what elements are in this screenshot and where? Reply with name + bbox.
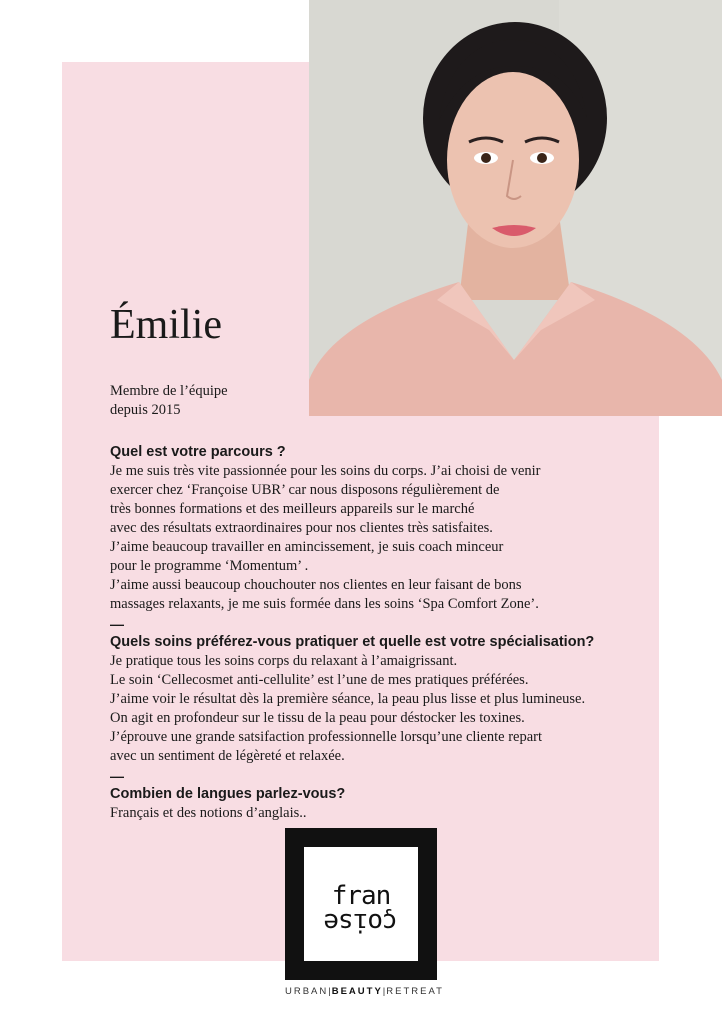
qa-section-specialisation [110,633,650,766]
answer-line: J’éprouve une grande satsifaction professionnelle lorsqu’une cliente repart [110,729,543,745]
section-separator: — [110,768,124,784]
tagline-beauty: BEAUTY [331,986,383,997]
answer-line: pour le programme ‘Momentum’ . [110,558,309,574]
answer-line: Français et des notions d’anglais.. [110,805,307,821]
answer-line: exercer chez ‘Françoise UBR’ car nous disposons régulièrement de [110,482,500,498]
brand-logo-inner [304,847,418,961]
qa-section-languages [110,785,650,823]
answer-line: Le soin ‘Cellecosmet anti-cellulite’ est l’une de mes pratiques préférées. [110,672,529,688]
answer-line: J’aime aussi beaucoup chouchouter nos clientes en leur faisant de bons [110,577,522,593]
question-heading: Quels soins préférez-vous pratiquer et quelle est votre spécialisation? [110,634,595,650]
since-line-2: depuis 2015 [110,402,181,418]
brand-tagline [285,986,444,997]
logo-text-bottom: çoise [324,907,398,937]
answer-line: J’aime beaucoup travailler en amincissement, je suis coach minceur [110,539,504,555]
tagline-retreat: RETREAT [386,986,444,997]
question-heading: Combien de langues parlez-vous? [110,786,346,802]
tagline-separator: | [382,986,387,997]
portrait-illustration [309,0,722,416]
since-line-1: Membre de l’équipe [110,383,228,399]
tagline-separator: | [328,986,332,997]
answer-line: J’aime voir le résultat dès la première séance, la peau plus lisse et plus lumineuse. [110,691,586,707]
answer-line: très bonnes formations et des meilleurs appareils sur le marché [110,501,475,517]
portrait-photo [309,0,722,416]
person-name: Émilie [110,302,222,348]
answer-line: massages relaxants, je me suis formée dans les soins ‘Spa Comfort Zone’. [110,596,539,612]
interview-content [110,443,650,823]
tagline-urban: URBAN [285,986,329,997]
team-member-since [110,382,310,420]
qa-section-background [110,443,650,614]
answer-line: On agit en profondeur sur le tissu de la peau pour déstocker les toxines. [110,710,525,726]
brand-logo [285,828,437,980]
logo-text-top: fran [331,881,391,911]
answer-line: avec des résultats extraordinaires pour nos clientes très satisfaites. [110,520,493,536]
section-separator: — [110,616,124,632]
answer-line: Je pratique tous les soins corps du relaxant à l’amaigrissant. [110,653,458,669]
answer-line: avec un sentiment de légèreté et relaxée. [110,748,345,764]
answer-line: Je me suis très vite passionnée pour les soins du corps. J’ai choisi de venir [110,463,541,479]
question-heading: Quel est votre parcours ? [110,444,286,460]
